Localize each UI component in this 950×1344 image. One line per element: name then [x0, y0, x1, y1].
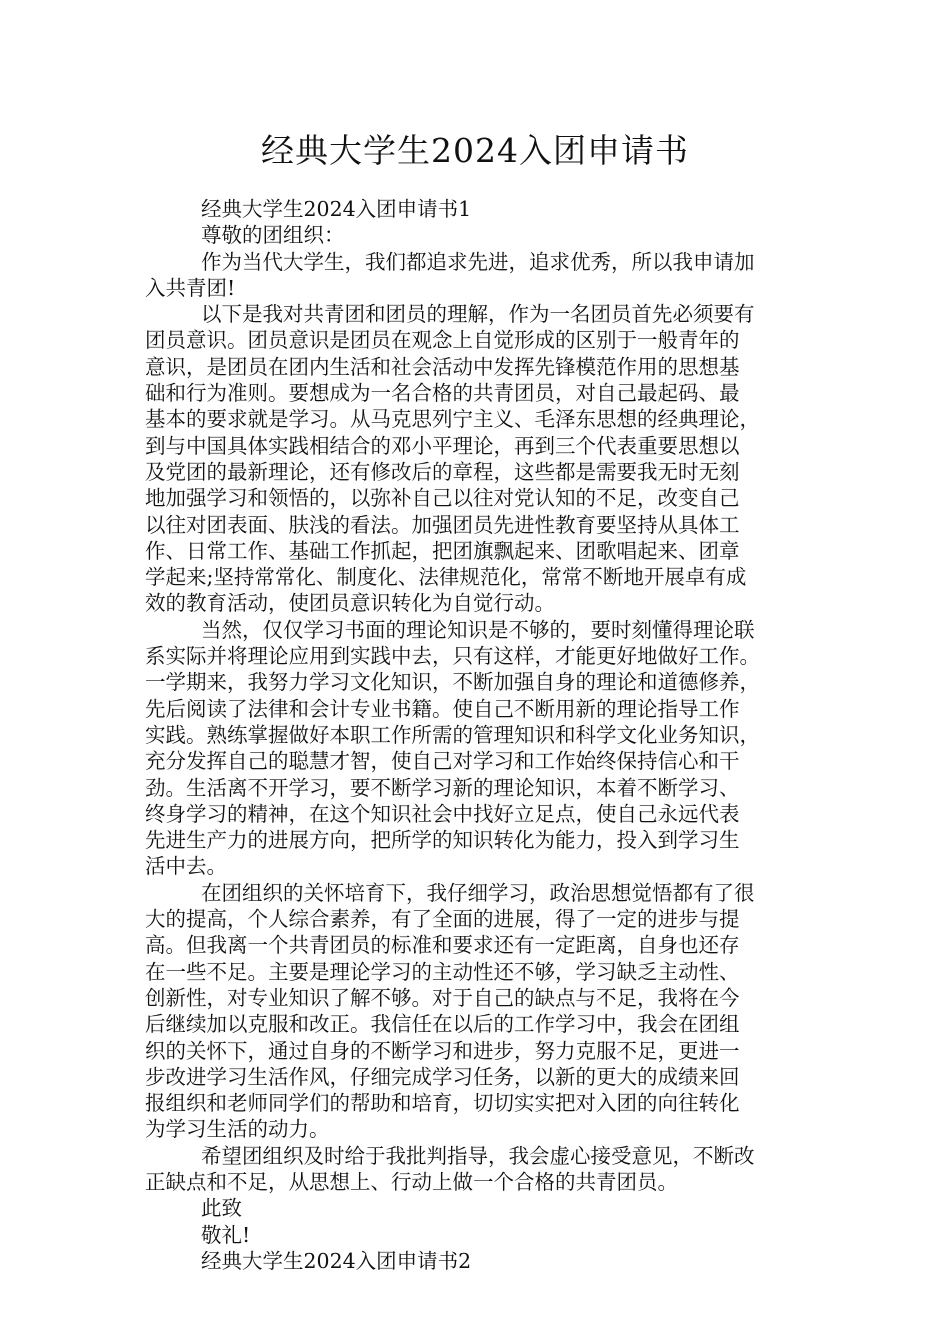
text-line: 创新性，对专业知识了解不够。对于自己的缺点与不足，我将在今	[145, 985, 740, 1010]
text-line: 大的提高，个人综合素养，有了全面的进展，得了一定的进步与提	[145, 907, 740, 932]
text-line: 作为当代大学生，我们都追求先进，追求优秀，所以我申请加	[201, 249, 755, 274]
text-line: 到与中国具体实践相结合的邓小平理论，再到三个代表重要思想以	[145, 433, 740, 458]
text-line: 入共青团!	[145, 275, 236, 300]
text-line: 劲。生活离不开学习，要不断学习新的理论知识，本着不断学习、	[145, 775, 740, 800]
text-line: 此致	[201, 1196, 242, 1221]
text-line: 希望团组织及时给于我批判指导，我会虚心接受意见，不断改	[201, 1143, 755, 1168]
text-line: 效的教育活动，使团员意识转化为自觉行动。	[145, 591, 555, 616]
document-title: 经典大学生2024入团申请书	[261, 131, 689, 170]
text-line: 础和行为准则。要想成为一名合格的共青团员，对自己最起码、最	[145, 381, 740, 406]
text-line: 意识，是团员在团内生活和社会活动中发挥先锋模范作用的思想基	[145, 354, 740, 379]
document-body	[145, 196, 817, 1274]
text-line: 学起来;坚持常常化、制度化、法律规范化，常常不断地开展卓有成	[145, 565, 747, 590]
text-line: 以下是我对共青团和团员的理解，作为一名团员首先必须要有	[201, 302, 755, 327]
text-line: 充分发挥自己的聪慧才智，使自己对学习和工作始终保持信心和干	[145, 749, 740, 774]
text-line: 系实际并将理论应用到实践中去，只有这样，才能更好地做好工作。	[145, 644, 760, 669]
text-line: 敬礼!	[201, 1222, 251, 1247]
text-line: 经典大学生2024入团申请书1	[201, 197, 472, 221]
text-line: 报组织和老师同学们的帮助和培育，切切实实把对入团的向往转化	[145, 1091, 740, 1116]
text-line: 先进生产力的进展方向，把所学的知识转化为能力，投入到学习生	[145, 828, 740, 853]
text-line: 一学期来，我努力学习文化知识，不断加强自身的理论和道德修养，	[145, 670, 760, 695]
text-line: 织的关怀下，通过自身的不断学习和进步，努力克服不足，更进一	[145, 1038, 740, 1063]
text-line: 作、日常工作、基础工作抓起，把团旗飘起来、团歌唱起来、团章	[145, 538, 740, 563]
text-line: 以往对团表面、肤浅的看法。加强团员先进性教育要坚持从具体工	[145, 512, 740, 537]
text-line: 及党团的最新理论，还有修改后的章程，这些都是需要我无时无刻	[145, 459, 740, 484]
text-line: 在团组织的关怀培育下，我仔细学习，政治思想觉悟都有了很	[201, 880, 755, 905]
text-line: 先后阅读了法律和会计专业书籍。使自己不断用新的理论指导工作	[145, 696, 740, 721]
text-line: 实践。熟练掌握做好本职工作所需的管理知识和科学文化业务知识，	[145, 722, 760, 747]
text-line: 在一些不足。主要是理论学习的主动性还不够，学习缺乏主动性、	[145, 959, 740, 984]
text-line: 正缺点和不足，从思想上、行动上做一个合格的共青团员。	[145, 1169, 678, 1194]
text-line: 当然，仅仅学习书面的理论知识是不够的，要时刻懂得理论联	[201, 617, 755, 642]
text-line: 基本的要求就是学习。从马克思列宁主义、毛泽东思想的经典理论，	[145, 407, 760, 432]
text-line: 为学习生活的动力。	[145, 1117, 330, 1142]
text-line: 步改进学习生活作风，仔细完成学习任务，以新的更大的成绩来回	[145, 1064, 740, 1089]
text-line: 地加强学习和领悟的，以弥补自己以往对党认知的不足，改变自己	[145, 486, 740, 511]
text-line: 后继续加以克服和改正。我信任在以后的工作学习中，我会在团组	[145, 1012, 740, 1037]
text-line: 经典大学生2024入团申请书2	[201, 1248, 472, 1273]
text-line: 团员意识。团员意识是团员在观念上自觉形成的区别于一般青年的	[145, 328, 740, 353]
text-line: 尊敬的团组织：	[201, 223, 345, 248]
text-line: 终身学习的精神，在这个知识社会中找好立足点，使自己永远代表	[145, 801, 740, 826]
text-line: 高。但我离一个共青团员的标准和要求还有一定距离，自身也还存	[145, 933, 740, 958]
text-line: 活中去。	[145, 854, 227, 879]
